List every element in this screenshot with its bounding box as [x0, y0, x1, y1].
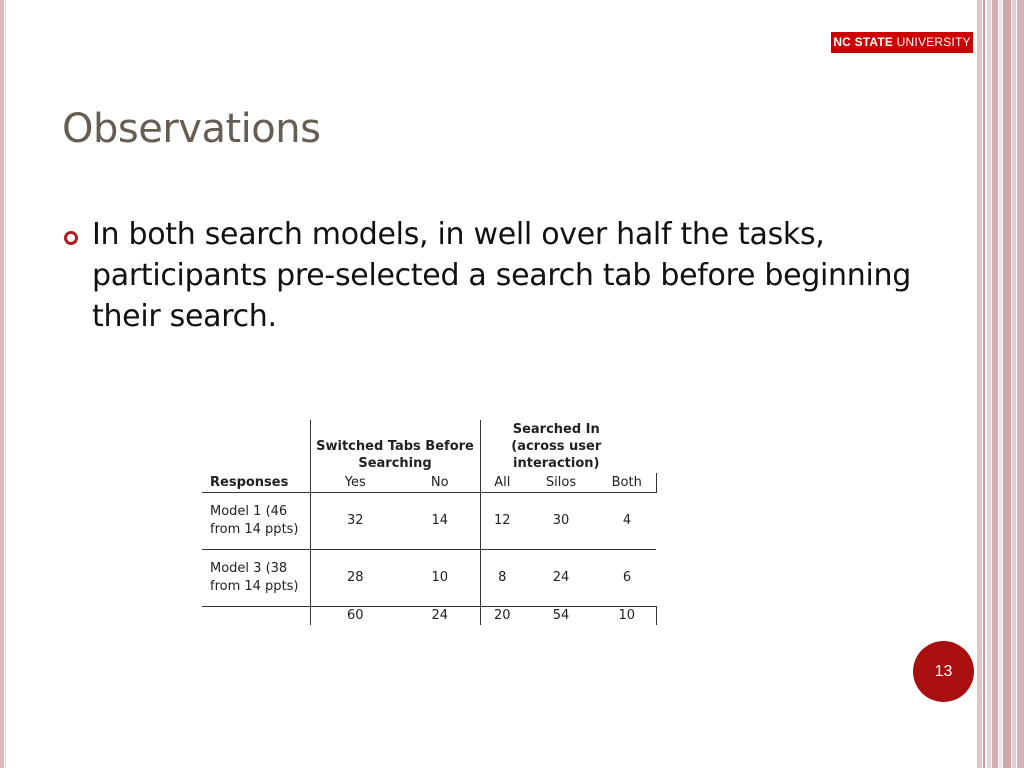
- page-number-badge: 13: [913, 641, 974, 702]
- subheader-all: All: [480, 473, 524, 492]
- total-cell: 60: [310, 606, 400, 625]
- results-table: [202, 420, 657, 625]
- subheader-yes: Yes: [310, 473, 400, 492]
- subheader-silos: Silos: [524, 473, 598, 492]
- totals-row: [202, 606, 656, 625]
- table-cell: 6: [598, 549, 656, 606]
- switched-tabs-header: Switched Tabs Before Searching: [310, 420, 480, 473]
- slide-title: Observations: [62, 106, 321, 152]
- bullet-circle-icon: [64, 231, 78, 245]
- left-border-inner: [5, 0, 6, 768]
- row-label: Model 3 (38 from 14 ppts): [202, 549, 310, 606]
- table-cell: 8: [480, 549, 524, 606]
- total-cell: 54: [552, 608, 570, 624]
- total-cell: 24: [431, 608, 449, 624]
- table-cell: 32: [310, 492, 400, 549]
- subheader-both: Both: [598, 473, 656, 492]
- total-cell: 10: [598, 606, 656, 625]
- bullet-text: In both search models, in well over half the tasks, participants pre-selected a search tab before beginning their search.: [92, 217, 911, 334]
- table-cell: 28: [310, 549, 400, 606]
- ncsu-logo: NC STATE UNIVERSITY: [831, 32, 973, 53]
- searched-in-header: Searched In (across user interaction): [480, 420, 656, 473]
- table-cell: 14: [400, 492, 480, 549]
- subheader-no: No: [400, 473, 480, 492]
- table-cell: 4: [598, 492, 656, 549]
- table-cell: 30: [524, 492, 598, 549]
- row-label: Model 1 (46 from 14 ppts): [202, 492, 310, 549]
- table-cell: 24: [524, 549, 598, 606]
- left-border: [0, 0, 4, 768]
- table-cell: 10: [400, 549, 480, 606]
- responses-header: Responses: [202, 473, 310, 492]
- table-cell: 12: [480, 492, 524, 549]
- table-row: [202, 492, 656, 549]
- table-row: [202, 549, 656, 606]
- total-cell: 20: [480, 606, 524, 625]
